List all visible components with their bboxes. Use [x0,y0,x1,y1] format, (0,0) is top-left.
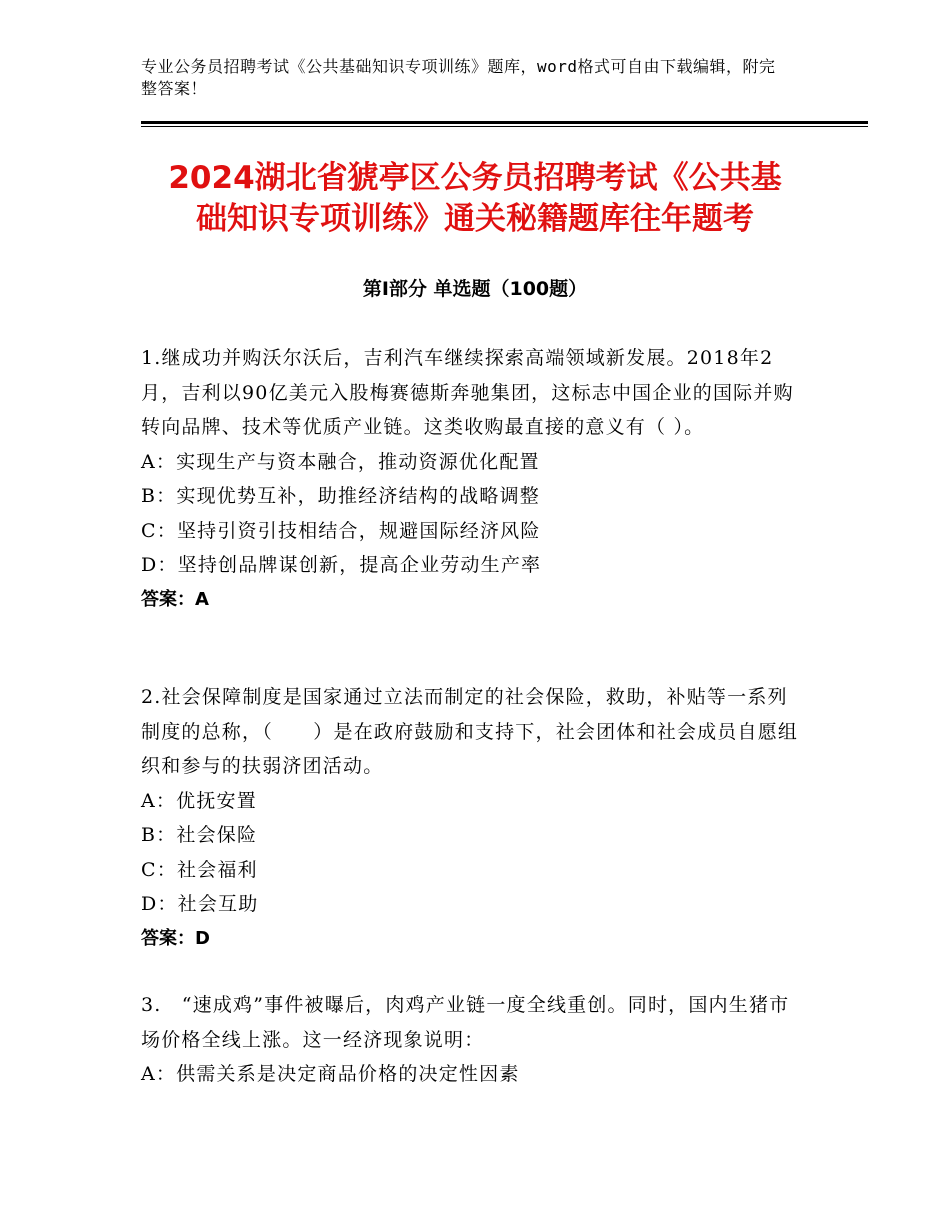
question-stem: 2.社会保障制度是国家通过立法而制定的社会保险，救助，补贴等一系列制度的总称，（ ）是在政府鼓励和支持下，社会团体和社会成员自愿组织和参与的扶弱济团活动。 [141,686,799,777]
option-b: B：社会保险 [141,824,258,846]
question-1 [141,341,806,617]
title-line-2: 础知识专项训练》通关秘籍题库往年题考 [196,201,754,237]
title-line-1: 2024湖北省猇亭区公务员招聘考试《公共基 [168,160,782,196]
question-stem: 3. “速成鸡”事件被曝后，肉鸡产业链一度全线重创。同时，国内生猪市场价格全线上涨。这一经济现象说明： [141,994,790,1051]
option-a: A：优抚安置 [141,789,257,812]
option-b: B：实现优势互补，助推经济结构的战略调整 [141,485,540,507]
answer: 答案：A [141,588,209,610]
header-rule-thin [141,126,868,127]
header-note: 专业公务员招聘考试《公共基础知识专项训练》题库，word格式可自由下载编辑，附完整答案！ [141,57,776,98]
option-a: A：实现生产与资本融合，推动资源优化配置 [141,450,540,473]
question-stem: 1.继成功并购沃尔沃后，吉利汽车继续探索高端领域新发展。2018年2月，吉利以90亿美元入股梅赛德斯奔驰集团，这标志中国企业的国际并购转向品牌、技术等优质产业链。这类收购最直接的意义有（ ）。 [141,347,794,438]
question-3 [141,988,806,1092]
answer: 答案：D [141,927,210,949]
option-c: C：社会福利 [141,858,258,881]
option-d: D：坚持创品牌谋创新，提高企业劳动生产率 [141,554,542,576]
option-d: D：社会互助 [141,893,259,915]
section-title: 第I部分 单选题（100题） [362,278,588,300]
option-c: C：坚持引资引技相结合，规避国际经济风险 [141,519,541,542]
option-a: A：供需关系是决定商品价格的决定性因素 [141,1063,520,1085]
question-2 [141,680,806,956]
document-title [120,158,830,240]
header-rule-thick [141,121,868,124]
